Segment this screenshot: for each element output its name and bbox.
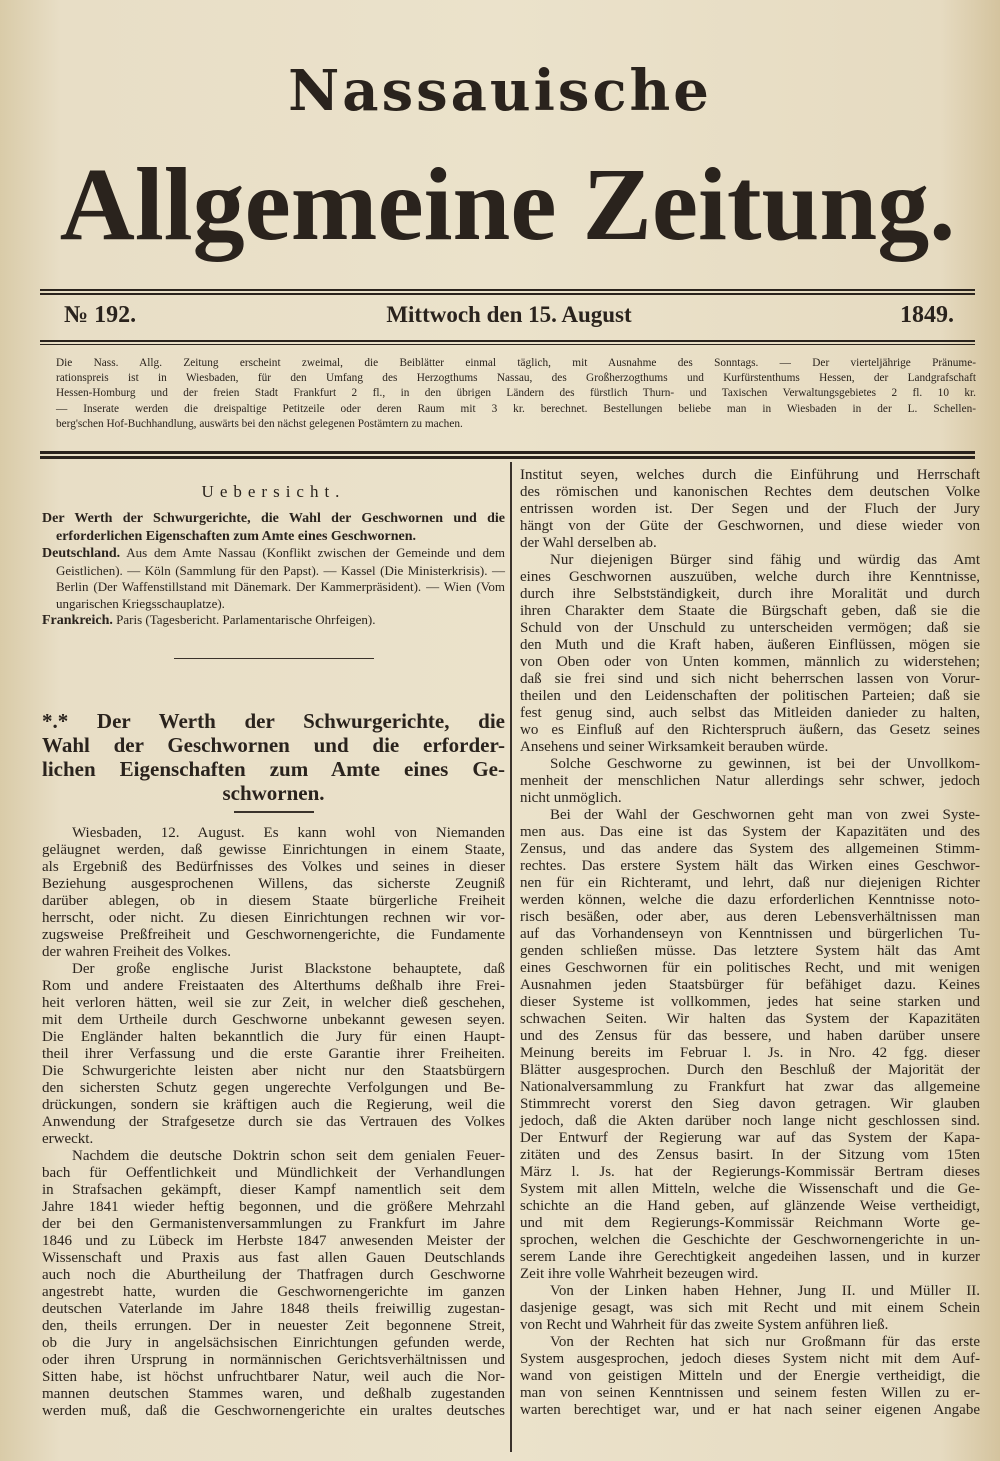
text-line: warten berechtiget war, und er hat nach seiner eigenen Angabe bbox=[520, 1402, 980, 1418]
text-line: Wissenschaft und Praxis aus fast allen Gauen Deutschlands bbox=[42, 1249, 505, 1266]
paragraph bbox=[520, 552, 980, 756]
text-line: Die Schwurgerichte leisten aber nicht nur den Staatsbürgern bbox=[42, 1062, 505, 1079]
text-line: nicht unmöglich. bbox=[520, 790, 622, 806]
separator bbox=[234, 811, 314, 813]
rule bbox=[40, 344, 975, 345]
text-line: Zensus, und das andere das System des allgemeinen Stimm- bbox=[520, 841, 980, 857]
info-line: berg'schen Hof-Buchhandlung, auswärts bei den nächst gelegenen Postämtern zu machen. bbox=[56, 417, 463, 430]
issue-line bbox=[64, 302, 954, 336]
overview-item bbox=[42, 510, 505, 545]
text-line: Anwendung der Strafgesetze durch sie das Vertrauen des Volkes bbox=[42, 1113, 505, 1130]
column-divider bbox=[510, 462, 512, 1452]
text-line: eines Geschwornen für ein politisches Recht, und mit wenigen bbox=[520, 960, 980, 976]
text-line: 1846 und zu Lübeck im Herbste 1847 anwesenden Meister der bbox=[42, 1232, 505, 1249]
text-line: Stimmrecht vorerst den Sieg davon getragen. Wir glauben bbox=[520, 1096, 980, 1112]
text-line: erweckt. bbox=[42, 1130, 94, 1147]
text-line: rechtes. Das erstere System hält das Wirken eines Geschwor- bbox=[520, 858, 980, 874]
heading-line: *.* Der Werth der Schwurgerichte, die bbox=[42, 709, 505, 733]
text-line: jedoch, daß die Akten darüber noch lange nicht geschlossen sind. bbox=[520, 1113, 980, 1129]
text-line: und mit dem Regierungs-Kommissär Reichmann Worte ge- bbox=[520, 1215, 980, 1231]
text-line: des römischen und kanonischen Rechtes dem deutschen Volke bbox=[520, 484, 980, 500]
overview-item bbox=[42, 612, 505, 630]
text-line: Rom und andere Freistaaten des Alterthums deßhalb ihre Frei- bbox=[42, 977, 505, 994]
text-line: herrscht, oder nicht. Zu diesen Einrichtungen rechnen wir vor- bbox=[42, 909, 505, 926]
paragraph bbox=[520, 467, 980, 552]
text-line: Nur diejenigen Bürger sind fähig und würdig das Amt bbox=[550, 552, 980, 568]
text-line: Sitten habe, ist höchst unfruchtbarer Natur, weil auch die Nor- bbox=[42, 1368, 505, 1385]
text-line: schichte an die Hand geben, auf glänzende Weise vertheidigt, bbox=[520, 1198, 980, 1214]
text-line: Ansehens und seiner Wirksamkeit berauben würde. bbox=[520, 739, 829, 755]
info-line: — Inserate werden die dreispaltige Petitzeile oder deren Raum mit 3 kr. berechnet. Bestellungen beliebe man in Wiesbaden in der L. Schellen- bbox=[56, 402, 976, 415]
text-line: Von der Linken haben Hehner, Jung II. und Müller II. bbox=[550, 1283, 980, 1299]
text-line: entrissen worden ist. Der Segen und der Fluch der Jury bbox=[520, 501, 980, 517]
text-line: mannen deutschen Stammes waren, und deßhalb zugestanden bbox=[42, 1385, 505, 1402]
overview-item bbox=[42, 545, 505, 612]
masthead-title-top: Nassauische bbox=[288, 58, 712, 124]
text-line: ob die Jury in angelsächsischen Einrichtungen gefunden werde, bbox=[42, 1334, 505, 1351]
text-line: serem Lande ihre Gerechtigkeit angedeihen lassen, und in kurzer bbox=[520, 1249, 980, 1265]
text-line: risch besäßen, oder aber, aus deren Lebensverhältnissen man bbox=[520, 909, 980, 925]
overview-list bbox=[42, 510, 505, 630]
text-line: nen für ein Richteramt, und lehrt, daß nur diejenigen Richter bbox=[520, 875, 980, 891]
paragraph bbox=[520, 1283, 980, 1334]
text-line: von Recht und Wahrheit für das zweite System anführen ließ. bbox=[520, 1317, 889, 1333]
text-line: theil ihrer Verfassung und die erste Garantie ihrer Freiheiten. bbox=[42, 1045, 505, 1062]
text-line: und des Zensus für das bessere, und haben darüber unsere bbox=[520, 1028, 980, 1044]
text-line: schwachen Seiten. Wir halten das System der Kapazitäten bbox=[520, 1011, 980, 1027]
heading-line: schwornen. bbox=[222, 781, 325, 805]
text-line: bach für Oeffentlichkeit und Mündlichkeit der Verhandlungen bbox=[42, 1164, 505, 1181]
text-line: Zeit ihre volle Wahrheit bezeugen wird. bbox=[520, 1266, 759, 1282]
issue-date: Mittwoch den 15. August bbox=[386, 302, 632, 327]
paragraph bbox=[42, 961, 505, 1148]
text-line: men aus. Das eine ist das System der Kapazitäten und des bbox=[520, 824, 980, 840]
overview-item-label: Deutschland. bbox=[42, 546, 121, 561]
text-line: oder ihren Ursprung in normännischen Gerichtsverhältnissen und bbox=[42, 1351, 505, 1368]
text-line: deutschen Vaterlande im Jahre 1848 theils freiwillig zugestan- bbox=[42, 1300, 505, 1317]
heading-line: lichen Eigenschaften zum Amte eines Ge- bbox=[42, 757, 505, 781]
text-line: fest genug sind, auch selbst das Mitleiden danieder zu halten, bbox=[520, 705, 980, 721]
text-line: Die Engländer halten bekanntlich die Jury für einen Haupt- bbox=[42, 1028, 505, 1045]
text-line: System ausgesprochen, jedoch dieses System nicht mit dem Auf- bbox=[520, 1351, 980, 1367]
text-line: zitäten und des Zensus basirt. In der Sitzung vom 15ten bbox=[520, 1147, 980, 1163]
text-line: genden schließen müsse. Das letztere System hält das Amt bbox=[520, 943, 980, 959]
text-line: der wahren Freiheit des Volkes. bbox=[42, 943, 231, 960]
text-line: Von der Rechten hat sich nur Großmann für das erste bbox=[550, 1334, 980, 1350]
issue-year: 1849. bbox=[900, 302, 954, 328]
text-line: ihren Charakter dem Staate die Bürgschaft geben, daß sie die bbox=[520, 603, 980, 619]
text-line: darüber ablegen, ob in diesem Staate bürgerliche Freiheit bbox=[42, 892, 505, 909]
text-line: auch noch die Aburtheilung der Thatfragen durch Geschworne bbox=[42, 1266, 505, 1283]
info-line: Hessen-Homburg und der freien Stadt Frankfurt 2 fl., in den übrigen Ländern des fürstlich Thurn- und Taxischen Verwaltungsgebietes 2 fl. 10 kr. bbox=[56, 387, 976, 400]
text-line: Der große englische Jurist Blackstone behauptete, daß bbox=[72, 960, 505, 977]
paragraph bbox=[520, 1334, 980, 1419]
paragraph bbox=[42, 1148, 505, 1420]
text-line: Nationalversammlung zu Frankfurt hat zwar das allgemeine bbox=[520, 1079, 980, 1095]
text-line: der bei den Germanistenversammlungen zu Frankfurt im Jahre bbox=[42, 1215, 505, 1232]
info-line: rationspreis ist in Wiesbaden, für den Umfang des Herzogthums Nassau, des Großherzogthums und Kurfürstenthums Hessen, der Landgrafschaft bbox=[56, 372, 976, 385]
text-line: System mit allen Mitteln, welche die Wissenschaft und die Ge- bbox=[520, 1181, 980, 1197]
text-line: Beziehung ausgesprochenen Willens, das sicherste Zeugniß bbox=[42, 875, 505, 892]
text-line: heit verloren hätten, weil sie zur Zeit, in welcher dieß geschehen, bbox=[42, 994, 505, 1011]
heading-line: Wahl der Geschwornen und die erforder- bbox=[42, 733, 505, 757]
rule bbox=[40, 340, 975, 342]
rule bbox=[40, 289, 975, 291]
text-line: man von seinen Kenntnissen und seinem festen Willen zu er- bbox=[520, 1385, 980, 1401]
text-line: Solche Geschworne zu gewinnen, ist bei der Unvollkom- bbox=[550, 756, 980, 772]
text-line: Nachdem die deutsche Doktrin schon seit dem genialen Feuer- bbox=[72, 1147, 505, 1164]
text-line: wo es Einfluß auf den Richterspruch äußern, das Gesetz seines bbox=[520, 722, 980, 738]
text-line: Jahre 1841 wieder heftig begonnen, und die größere Mehrzahl bbox=[42, 1198, 505, 1215]
article-body-left bbox=[42, 825, 505, 1420]
overview-title: Uebersicht. bbox=[201, 482, 346, 501]
subscription-info bbox=[56, 356, 976, 432]
right-column bbox=[520, 462, 980, 1419]
paragraph bbox=[520, 807, 980, 1283]
text-line: eines Geschwornen auszuüben, welche durch ihre Kenntnisse, bbox=[520, 569, 980, 585]
left-column bbox=[42, 462, 505, 1420]
text-line: Blätter ausgesprochen. Durch den Beschluß der Majorität der bbox=[520, 1062, 980, 1078]
text-line: den, theils errungen. Der in neuester Zeit begonnene Streit, bbox=[42, 1317, 505, 1334]
text-line: sprochen, welchen die Geschichte der Geschwornengerichte in un- bbox=[520, 1232, 980, 1248]
rule bbox=[40, 456, 975, 459]
article-body-right bbox=[520, 467, 980, 1419]
text-line: Meinung bereits im Februar l. Js. in Nro. 42 fgg. dieser bbox=[520, 1045, 980, 1061]
masthead-title-main: Allgemeine Zeitung. bbox=[59, 147, 956, 262]
text-line: werden können, welche die dazu erforderlichen Kenntnisse noto- bbox=[520, 892, 980, 908]
text-line: Ausnahmen jeden Staatsbürger für befähiget dazu. Keines bbox=[520, 977, 980, 993]
text-line: Wiesbaden, 12. August. Es kann wohl von Niemanden bbox=[72, 824, 505, 841]
text-line: März l. Js. hat der Regierungs-Kommissär Bertram dieses bbox=[520, 1164, 980, 1180]
text-line: angestrebt hatte, wurden die Geschwornengerichte im ganzen bbox=[42, 1283, 505, 1300]
paragraph bbox=[42, 825, 505, 961]
text-line: mit dem Urtheile durch Geschworne unbekannt gewesen seyen. bbox=[42, 1011, 505, 1028]
text-line: als Ergebniß des Bedürfnisses des Volkes und seines in dieser bbox=[42, 858, 505, 875]
text-line: Bei der Wahl der Geschwornen geht man von zwei Syste- bbox=[550, 807, 980, 823]
text-line: menheit der menschlichen Natur allerdings sehr schwer, jedoch bbox=[520, 773, 980, 789]
rule bbox=[40, 293, 975, 295]
text-line: zugsweise Preßfreiheit und Geschwornengerichte, die Fundamente bbox=[42, 926, 505, 943]
overview-item-text: Paris (Tagesbericht. Parlamentarische Ohrfeigen). bbox=[112, 612, 376, 627]
article-heading bbox=[42, 709, 505, 805]
overview-item-label: Frankreich. bbox=[42, 613, 113, 628]
text-line: auf das Vorhandenseyn von Kenntnissen und bürgerlichen Tu- bbox=[520, 926, 980, 942]
text-line: in Strafsachen gekämpft, dieser Kampf namentlich seit dem bbox=[42, 1181, 505, 1198]
info-line: Die Nass. Allg. Zeitung erscheint zweimal, die Beiblätter einmal täglich, mit Ausnahme des Sonntags. — Der vierteljährige Pränume- bbox=[56, 357, 976, 369]
overview-item-text: Aus dem Amte Nassau (Konflikt zwischen der Gemeinde und dem Geistlichen). — Köln (Sammlung für den Papst). — Kassel (Die Ministerkrisis). — Berlin (Der Waffenstillstand mit Dänemark. Der Kammerpräsident). — Wien (Vom ungarischen Kriegsschauplatze). bbox=[56, 545, 505, 611]
masthead bbox=[40, 135, 975, 275]
text-line: Schuld von der Unschuld zu unterscheiden vermögen; daß sie bbox=[520, 620, 980, 636]
text-line: dieser Systeme ist vollkommen, jedes hat seine starken und bbox=[520, 994, 980, 1010]
text-line: von Oben oder von Unten kommen, männlich zu widerstehen; bbox=[520, 654, 980, 670]
text-line: den Muth und die Kraft haben, äußeren Einflüssen, mögen sie bbox=[520, 637, 980, 653]
text-line: dasjenige gesagt, was sich mit Recht und mit einem Schein bbox=[520, 1300, 980, 1316]
text-line: daß sie frei sind und sich nicht beherrschen lassen von Vorur- bbox=[520, 671, 980, 687]
text-line: drückungen, sondern sie kräftigen auch die Regierung, weil die bbox=[42, 1096, 505, 1113]
text-line: geläugnet werden, daß gewisse Einrichtungen in einem Staate, bbox=[42, 841, 505, 858]
text-line: den sichersten Schutz gegen ungerechte Verfolgungen und Be- bbox=[42, 1079, 505, 1096]
text-line: theilen und den Leidenschaften der politischen Parteien; daß sie bbox=[520, 688, 980, 704]
text-line: der Wahl derselben ab. bbox=[520, 535, 657, 551]
separator bbox=[174, 658, 374, 660]
text-line: durch ihre Selbstständigkeit, durch ihre Moralität und durch bbox=[520, 586, 980, 602]
text-line: wand von geistigen Mitteln und der Energie vertheidigt, die bbox=[520, 1368, 980, 1384]
text-line: Der Entwurf der Regierung war auf das System der Kapa- bbox=[520, 1130, 980, 1146]
issue-number: № 192. bbox=[64, 302, 137, 328]
text-line: hängt von der Güte der Geschwornen, und diese wieder von bbox=[520, 518, 980, 534]
rule bbox=[40, 451, 975, 454]
overview-item-label: Der Werth der Schwurgerichte, die Wahl der Geschwornen und die erforderlichen Eigenschaften zum Amte eines Geschwornen. bbox=[42, 511, 505, 544]
paragraph bbox=[520, 756, 980, 807]
text-line: werden muß, daß die Geschwornengerichte ein uraltes deutsches bbox=[42, 1402, 505, 1419]
text-line: Institut seyen, welches durch die Einführung und Herrschaft bbox=[520, 467, 980, 483]
